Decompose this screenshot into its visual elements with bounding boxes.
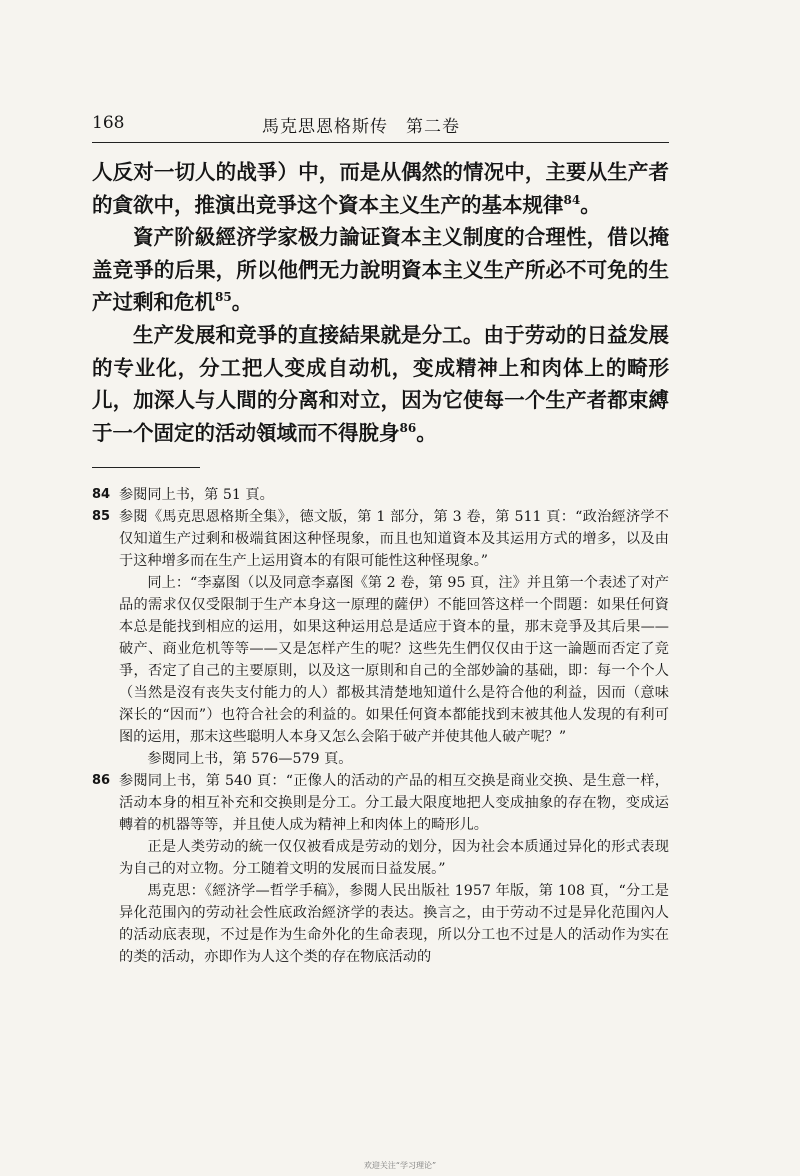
page-header (92, 112, 669, 143)
footnote-ref-86: 86 (399, 420, 417, 435)
paragraph-1 (92, 156, 669, 221)
footnote-divider (92, 467, 200, 468)
footnotes (92, 484, 669, 968)
page-number: 168 (92, 113, 125, 133)
footnote-84 (92, 484, 669, 506)
footnote-number: 84 (92, 487, 111, 502)
footnote-number: 86 (92, 773, 111, 788)
paragraph-1-end: 。 (580, 192, 601, 217)
running-head: 馬克思恩格斯传 第二卷 (262, 117, 460, 137)
footnote-text: 同上：“李嘉图（以及同意李嘉图《第 2 卷，第 95 頁，注》并且第一个表述了对产品的需求仅仅受限制于生产本身这一原理的薩伊）不能回答这样一个問題：如果任何資本总是能找到相应的运用，如果这种运用总是适应于資本的量，那末竞爭及其后果——破产、商业危机等等——又是怎样产生的呢？这些先生們仅仅由于这一論题而否定了竞爭，否定了自己的主要原則，以及这一原則和自己的全部妙論的基础，即：每一个个人（当然是沒有丧失支付能力的人）都极其清楚地知道什么是符合他的利益，因而（意味深长的“因而”）也符合社会的利益的。如果任何資本都能找到末被其他人发現的有利可图的运用，那末这些聪明人本身又怎么会陷于破产并使其他人破产呢？” (119, 575, 669, 745)
watermark-text: 欢迎关注“学习理论” (363, 1161, 437, 1170)
footnote-text: 参閱《馬克思恩格斯全集》，德文版，第 1 部分，第 3 卷，第 511 頁：“政治經济学不仅知道生产过剩和极端貧困这种怪現象，而且也知道資本及其运用方式的增多，以及由于这种增多而在生产上运用資本的有限可能性这种怪現象。” (119, 509, 669, 569)
paragraph-3-text: 生产发展和竞爭的直接結果就是分工。由于劳动的日益发展的专业化，分工把人变成自动机，变成精神上和肉体上的畸形儿，加深人与人間的分离和对立，因为它使每一个生产者都束縛于一个固定的活动領域而不得脫身 (92, 322, 669, 445)
footnote-86 (92, 770, 669, 968)
footnote-number: 85 (92, 509, 111, 524)
paragraph-2-end: 。 (231, 290, 253, 315)
main-text (92, 156, 669, 449)
paragraph-3-end: 。 (416, 420, 437, 445)
footnote-text: 参閱同上书，第 51 頁。 (119, 487, 274, 503)
footnote-text: 参閱同上书，第 540 頁：“正像人的活动的产品的相互交换是商业交换、是生意一样，活动本身的相互补充和交换則是分工。分工最大限度地把人变成抽象的存在物，变成运轉着的机器等等，并且使人成为精神上和肉体上的畸形儿。 (119, 773, 669, 833)
footnote-ref-85: 85 (215, 290, 232, 305)
footnote-ref-84: 84 (563, 192, 581, 207)
paragraph-2 (92, 221, 669, 319)
paragraph-3 (92, 319, 669, 449)
footnote-85 (92, 506, 669, 770)
paragraph-1-text: 人反对一切人的战爭）中，而是从偶然的情况中，主要从生产者的貪欲中，推演出竞爭这个資本主义生产的基本规律 (92, 160, 669, 217)
footnote-text: 正是人类劳动的統一仅仅被看成是劳动的划分，因为社会本质通过异化的形式表现为自己的对立物。分工随着文明的发展而日益发展。” (119, 839, 669, 877)
footnote-text: 馬克思：《經济学—哲学手稿》，参閱人民出版社 1957 年版，第 108 頁，“分工是异化范围內的劳动社会性底政治經济学的表达。換言之，由于劳动不过是异化范围內人的活动底表现，不过是作为生命外化的生命表现，所以分工也不过是人的活动作为实在的类的活动，亦即作为人这个类的存在物底活动的 (119, 883, 669, 965)
footnote-text: 参閱同上书，第 576—579 頁。 (147, 751, 353, 767)
paragraph-2-text: 資产阶級經济学家极力論证資本主义制度的合理性，借以掩盖竞爭的后果，所以他們无力說明資本主义生产所必不可免的生产过剩和危机 (92, 225, 669, 315)
